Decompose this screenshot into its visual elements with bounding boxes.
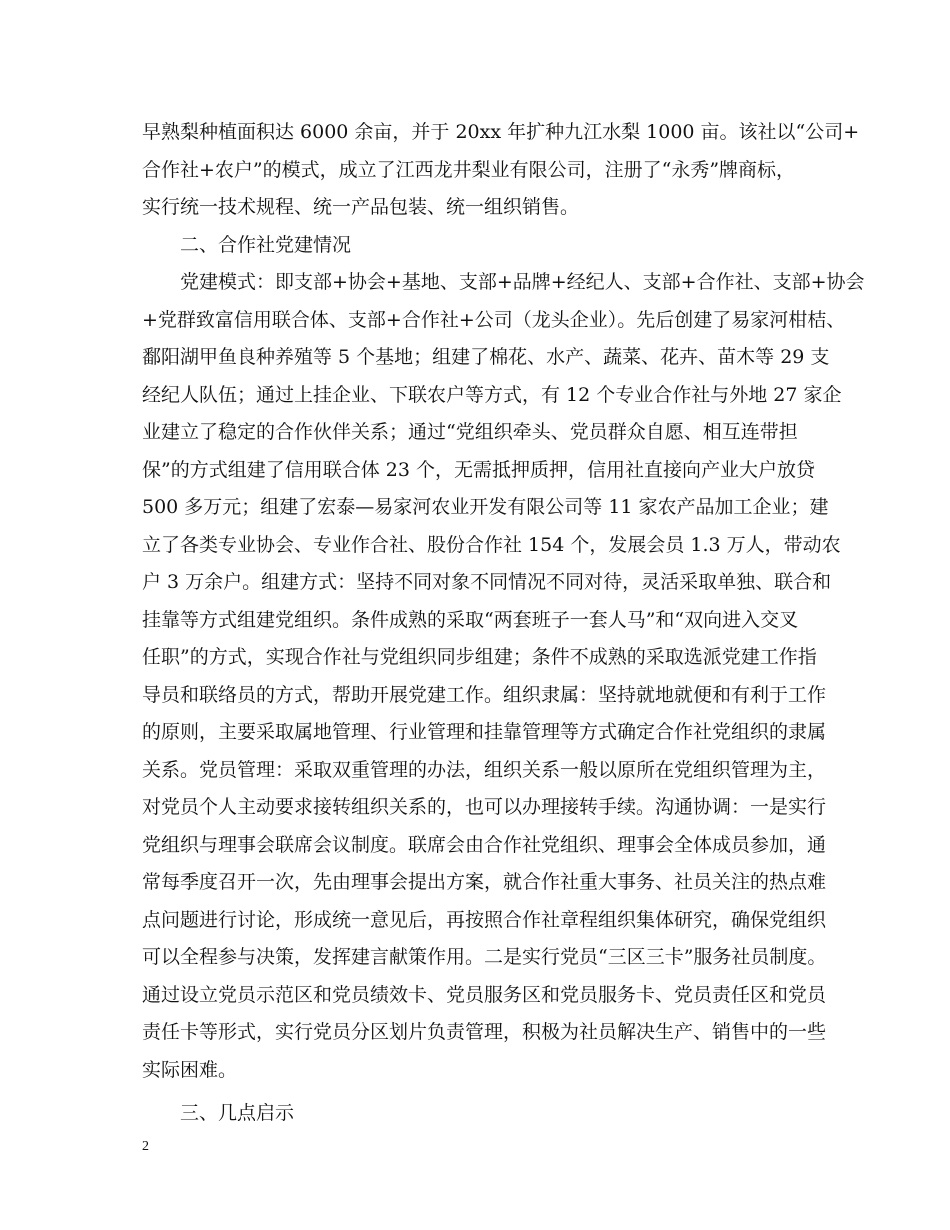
paragraph-line: 党建模式：即支部+协会+基地、支部+品牌+经纪人、支部+合作社、支部+协会 (180, 271, 865, 293)
paragraph-line: 可以全程参与决策，发挥建言献策作用。二是实行党员“三区三卡”服务社员制度。 (142, 946, 827, 968)
paragraph-line: 立了各类专业协会、专业作合社、股份合作社 154 个，发展会员 1.3 万人，带动农 (142, 533, 841, 556)
paragraph-line: 任职”的方式，实现合作社与党组织同步组建；条件不成熟的采取选派党建工作指 (142, 646, 817, 668)
paragraph-line: 导员和联络员的方式，帮助开展党建工作。组织隶属：坚持就地就便和有利于工作 (142, 683, 827, 706)
paragraph-line: 点问题进行讨论，形成统一意见后，再按照合作社章程组织集体研究，确保党组织 (142, 908, 827, 931)
paragraph-line: 通过设立党员示范区和党员绩效卡、党员服务区和党员服务卡、党员责任区和党员 (142, 983, 827, 1006)
paragraph-line: 对党员个人主动要求接转组织关系的，也可以办理接转手续。沟通协调：一是实行 (142, 796, 827, 818)
paragraph-line: 500 多万元；组建了宏泰—易家河农业开发有限公司等 11 家农产品加工企业；建 (142, 496, 829, 518)
paragraph-line: +党群致富信用联合体、支部+合作社+公司（龙头企业）。先后创建了易家河柑桔、 (142, 308, 846, 331)
paragraph-line: 保”的方式组建了信用联合体 23 个，无需抵押质押，信用社直接向产业大户放贷 (142, 458, 815, 481)
paragraph-line: 早熟梨种植面积达 6000 余亩，并于 20xx 年扩种九江水梨 1000 亩。该社以“公司+ (142, 121, 860, 143)
paragraph-line: 经纪人队伍；通过上挂企业、下联农户等方式，有 12 个专业合作社与外地 27 家企 (142, 383, 842, 406)
paragraph-line: 常每季度召开一次，先由理事会提出方案，就合作社重大事务、社员关注的热点难 (142, 871, 827, 893)
section-heading: 二、合作社党建情况 (180, 233, 352, 256)
paragraph-line: 户 3 万余户。组建方式：坚持不同对象不同情况不同对待，灵活采取单独、联合和 (142, 571, 832, 593)
paragraph-line: 党组织与理事会联席会议制度。联席会由合作社党组织、理事会全体成员参加，通 (142, 833, 827, 856)
paragraph-line: 挂靠等方式组建党组织。条件成熟的采取“两套班子一套人马”和“双向进入交叉 (142, 608, 799, 631)
paragraph-line: 的原则，主要采取属地管理、行业管理和挂靠管理等方式确定合作社党组织的隶属 (142, 721, 827, 743)
document-body (142, 114, 865, 1133)
page-number: 2 (142, 1139, 149, 1154)
paragraph-line: 责任卡等形式，实行党员分区划片负责管理，积极为社员解决生产、销售中的一些 (142, 1021, 827, 1043)
section-heading: 三、几点启示 (180, 1102, 295, 1124)
paragraph-line: 实行统一技术规程、统一产品包装、统一组织销售。 (142, 196, 580, 218)
paragraph-line: 业建立了稳定的合作伙伴关系；通过“党组织牵头、党员群众自愿、相互连带担 (142, 421, 798, 443)
paragraph-line: 实际困难。 (142, 1058, 238, 1081)
paragraph-line: 关系。党员管理：采取双重管理的办法，组织关系一般以原所在党组织管理为主， (142, 758, 827, 781)
paragraph-line: 鄱阳湖甲鱼良种养殖等 5 个基地；组建了棉花、水产、蔬菜、花卉、苗木等 29 支 (142, 346, 830, 368)
paragraph-line: 合作社+农户”的模式，成立了江西龙井梨业有限公司，注册了“永秀”牌商标， (142, 158, 796, 181)
